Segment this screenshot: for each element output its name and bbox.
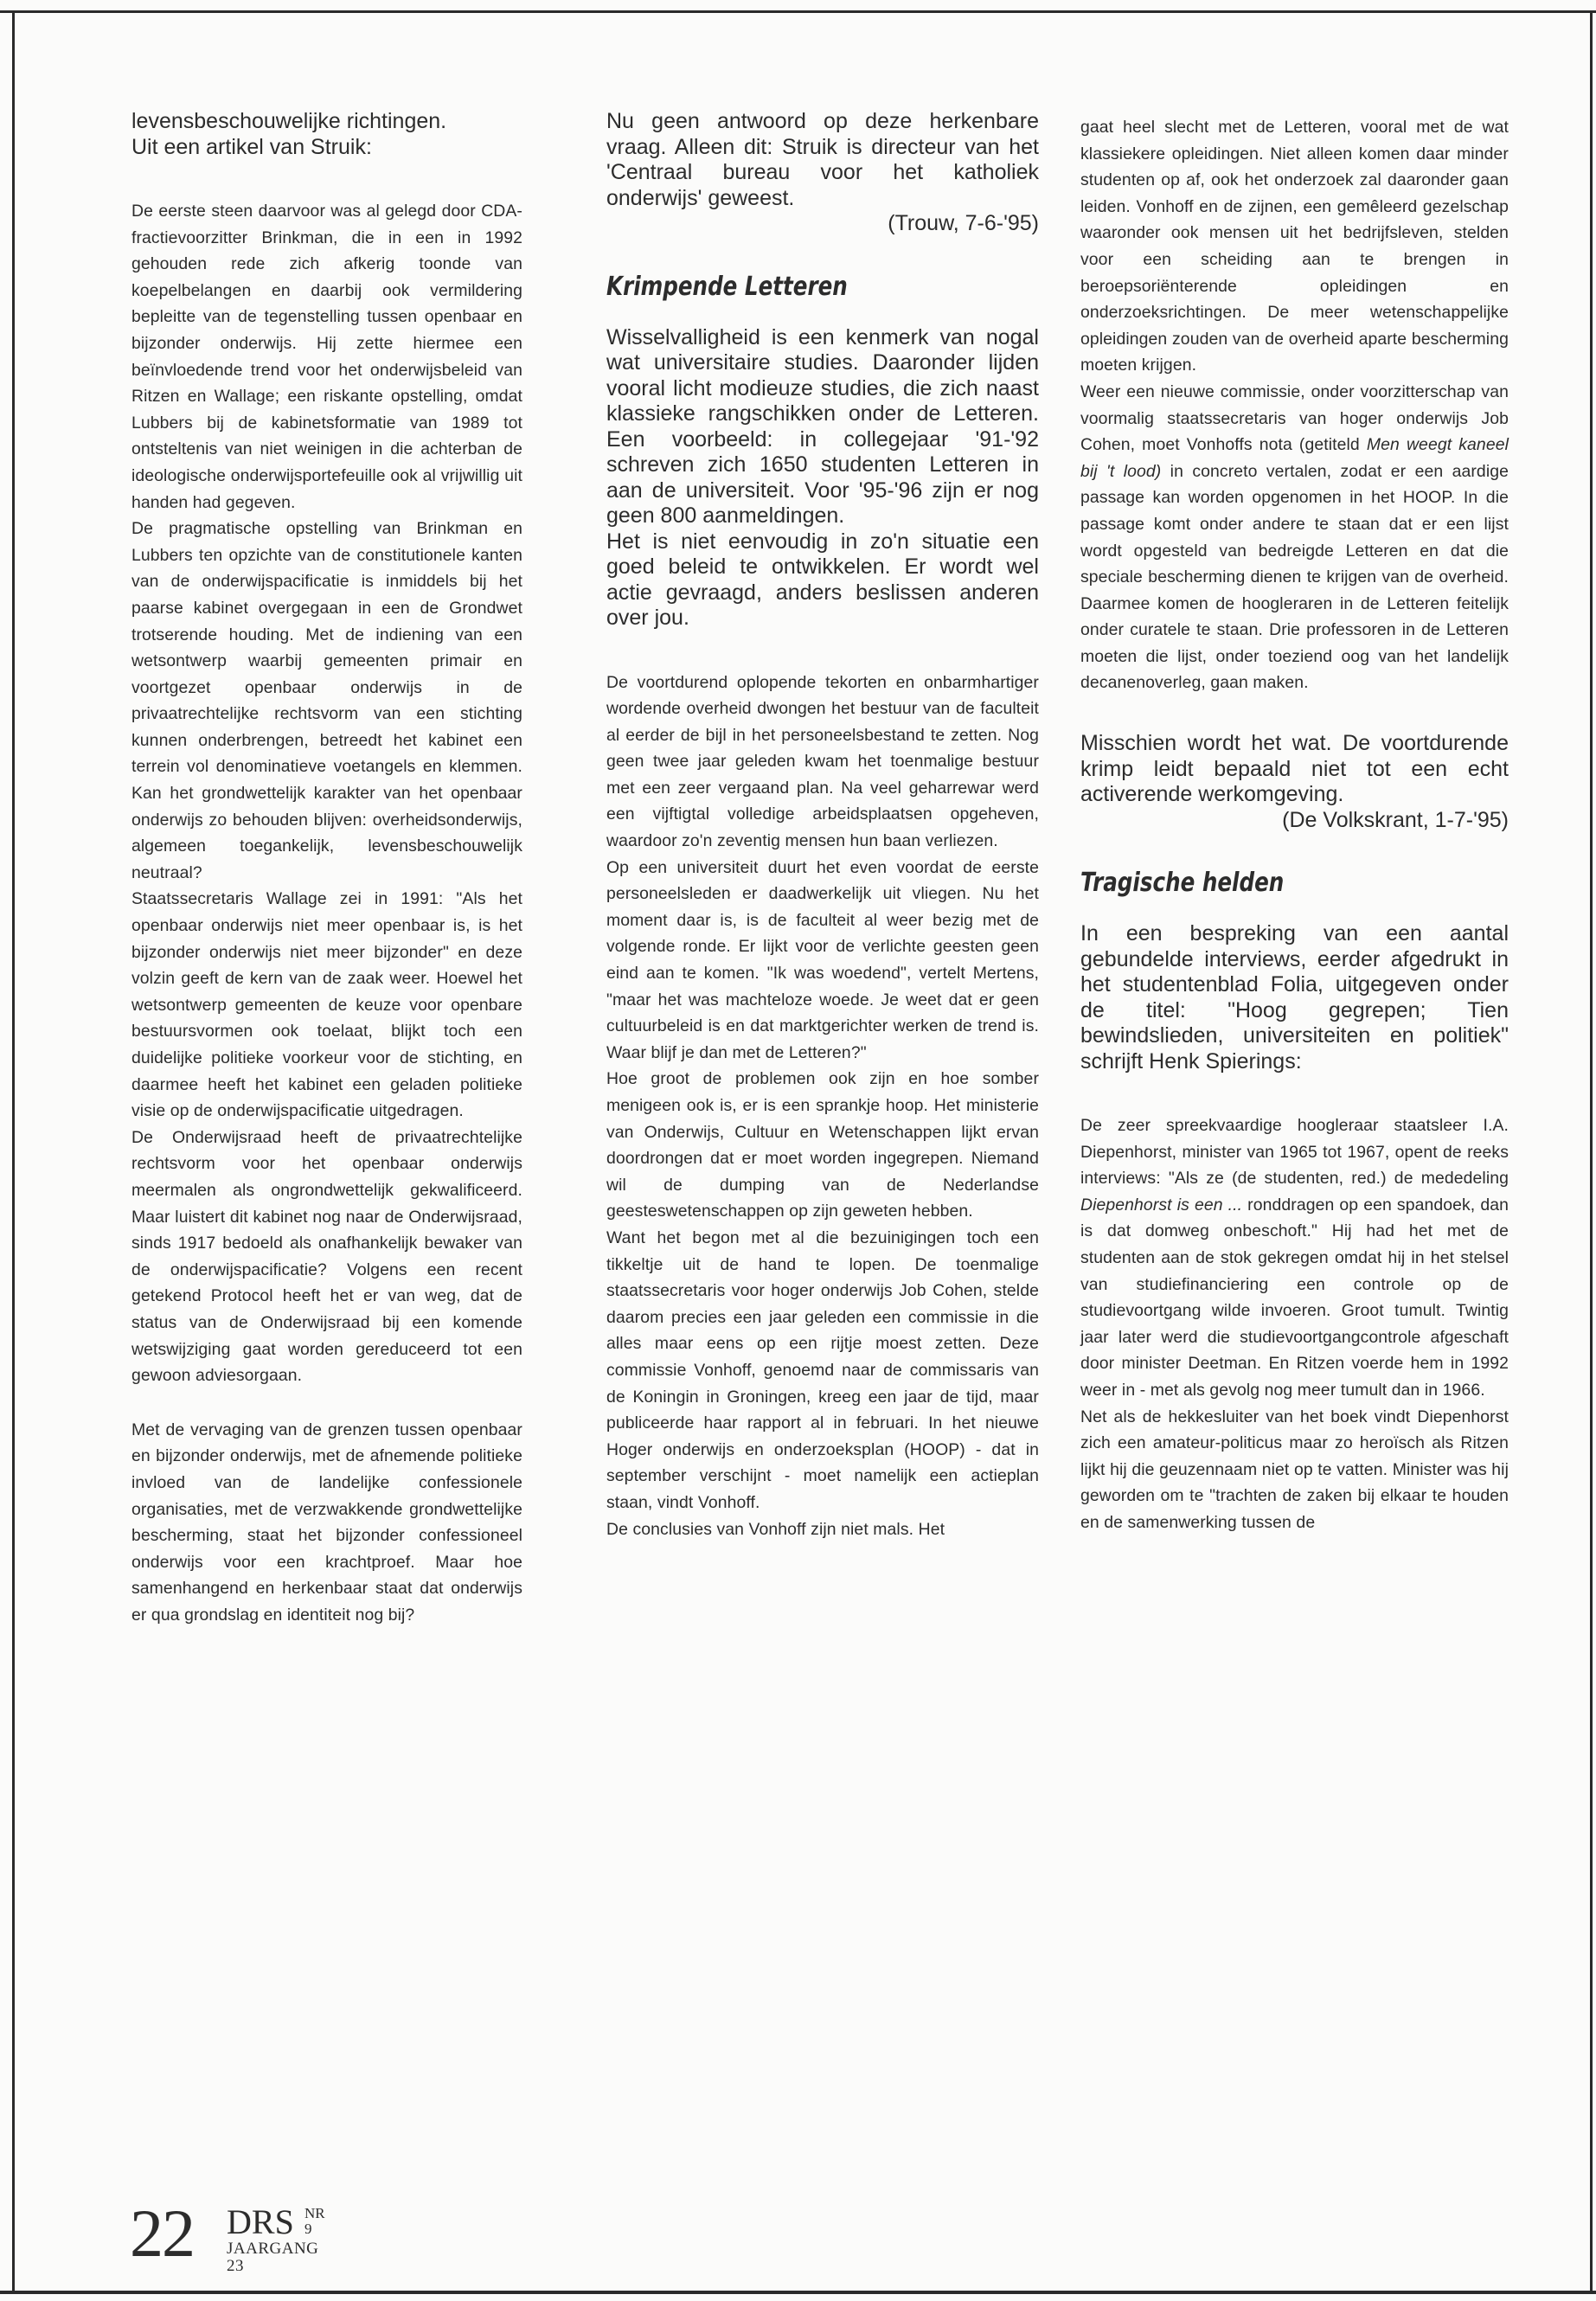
volume-label: JAARGANG 23: [227, 2240, 319, 2275]
lead-text: Misschien wordt het wat. De voortdurende krimp leidt bepaald niet tot een echt activerende werkomgeving.: [1080, 731, 1509, 807]
quote-paragraph: Op een universiteit duurt het even voordat de eerste personeelsleden er daadwerkelijk uit vliegen. Nu het moment daar is, is de faculteit al weer bezig met de volgende ronde. Er lijkt voor de verlichte geesten geen eind aan te komen. "Ik was woedend", vertelt Mertens, "maar het was machteloze woede. Je weet dat er geen cultuurbeleid is en dat marktgerichter werken de trend is. Waar blijf je dan met de Letteren?": [606, 857, 1039, 1062]
page-border-top: [0, 10, 1596, 13]
quote-paragraph: De conclusies van Vonhoff zijn niet mals. Het: [606, 1519, 945, 1539]
quote-paragraph: gaat heel slecht met de Letteren, vooral met de wat klassiekere opleidingen. Niet alleen komen daar minder studenten op af, ook het onderzoek zal daaronder gaan leiden. Vonhoff en de zijnen, een gemêleerd gezelschap waaronder ook mensen uit het bedrijfsleven, stelden voor een scheiding aan te brengen in beroepsoriënterende opleidingen en onderzoeksrichtingen. De meer wetenschappelijke opleidingen zouden van de overheid aparte bescherming moeten krijgen.: [1080, 118, 1509, 375]
column-3: [1080, 114, 1509, 1536]
section-heading: Tragische helden: [1080, 868, 1285, 899]
book-title: Men weegt kaneel bij 't lood): [1080, 435, 1509, 481]
source-citation: (De Volkskrant, 1-7-'95): [1282, 807, 1509, 832]
quote-paragraph: De Onderwijsraad heeft de privaatrechtelijke rechtsvorm voor het openbaar onderwijs meermalen als ongrondwettelijk gekwalificeerd. Maar luistert dit kabinet nog naar de Onderwijsraad, sinds 1917 bedoeld als onafhankelijk bewaker van de onderwijspacificatie? Volgens een recent getekend Protocol heeft het er van weg, dat de status van de Onderwijsraad bij een komende wetswijziging gaat worden gereduceerd tot een gewoon adviesorgaan.: [131, 1127, 522, 1386]
quote-paragraph: [1080, 379, 1509, 696]
issue-number: NR 9: [304, 2205, 325, 2237]
lead-text: Nu geen antwoord op deze herkenbare vraag. Alleen dit: Struik is directeur van het 'Centraal bureau voor het katholiek onderwijs' geweest.: [606, 109, 1039, 210]
column-2: [606, 109, 1039, 1542]
page-border-right: [1590, 10, 1593, 2294]
magazine-name: DRS: [227, 2202, 294, 2241]
text-run: Weer een nieuwe commissie, onder voorzitterschap van voormalig staatssecretaris van hoger onderwijs Job Cohen, moet Vonhoffs nota (getiteld: [1080, 381, 1509, 455]
lead-text: In een bespreking van een aantal gebundelde interviews, eerder afgedrukt in het studentenblad Folia, uitgegeven onder de titel: "Hoog gegrepen; Tien bewindslieden, universiteiten en politiek" schrijft Henk Spierings:: [1080, 921, 1509, 1074]
text-run: De zeer spreekvaardige hoogleraar staatsleer I.A. Diepenhorst, minister van 1965 tot 1967, opent de reeks interviews: "Als ze (de studenten, red.) de mededeling: [1080, 1116, 1509, 1189]
column-1: [131, 109, 522, 1628]
section-heading: Krimpende Letteren: [606, 271, 848, 302]
lead-text: Het is niet eenvoudig in zo'n situatie een goed beleid te ontwikkelen. Er wordt wel actie gevraagd, anders beslissen anderen over jou.: [606, 529, 1039, 630]
lead-text: Wisselvalligheid is een kenmerk van nogal wat universitaire studies. Daaronder lijden vooral licht modieuze studies, die zich naast klassieke rangschikken onder de Letteren. Een voorbeeld: in collegejaar '91-'92 schreven zich 1650 studenten Letteren in aan de universiteit. Voor '95-'96 zijn er nog geen 800 aanmeldingen.: [606, 324, 1039, 528]
page-border-left: [12, 10, 15, 2294]
quoted-phrase: Diepenhorst is een ...: [1080, 1195, 1243, 1215]
quote-paragraph: [1080, 1112, 1509, 1404]
lead-text: levensbeschouwelijke richtingen. Uit een artikel van Struik:: [131, 109, 447, 159]
quote-paragraph: Net als de hekkesluiter van het boek vindt Diepenhorst zich een amateur-politicus maar zo heroïsch als Ritzen lijkt hij die geuzennaam niet op te vatten. Minister was hij geworden om te "trachten de zaken bij elkaar te houden en de samenwerking tussen de: [1080, 1407, 1509, 1532]
quote-paragraph: De pragmatische opstelling van Brinkman en Lubbers ten opzichte van de constitutionele kanten van de onderwijspacificatie is inmiddels bij het paarse kabinet overgegaan in een de Grondwet trotserende houding. Met de indiening van een wetsontwerp waarbij gemeenten primair en voortgezet openbaar onderwijs in de privaatrechtelijke rechtsvorm van een stichting kunnen onderbrengen, betreedt het kabinet een terrein vol denominatieve voetangels en klemmen. Kan het grondwettelijk karakter van het openbaar onderwijs zo behouden blijven: overheidsonderwijs, algemeen toegankelijk, levensbeschouwelijk neutraal?: [131, 519, 522, 882]
quote-paragraph: De voortdurend oplopende tekorten en onbarmhartiger wordende overheid dwongen het bestuur van de faculteit al eerder de bijl in het personeelsbestand te zetten. Nog geen twee jaar geleden kwam het toenmalige bestuur met een zeer vergaand plan. Na veel geharrewar werd een vijftigtal volledige arbeidsplaatsen opgeheven, waardoor zo'n zeventig mensen hun baan verliezen.: [606, 672, 1039, 851]
quote-paragraph: Staatssecretaris Wallage zei in 1991: "Als het openbaar onderwijs niet meer openbaar is, is het bijzonder onderwijs niet meer bijzonder" en deze volzin geeft de kern van de zaak weer. Hoewel het wetsontwerp gemeenten de keuze voor openbare bestuursvormen ook toelaat, blijkt toch een duidelijke politieke voorkeur voor de stichting, en daarmee heeft het kabinet een geladen politieke visie op de onderwijspacificatie uitgedragen.: [131, 889, 522, 1121]
quote-paragraph: Met de vervaging van de grenzen tussen openbaar en bijzonder onderwijs, met de afnemende politieke invloed van de landelijke confessionele organisaties, met de verzwakkende grondwettelijke bescherming, staat het bijzonder confessioneel onderwijs voor een krachtproef. Maar hoe samenhangend en herkenbaar staat dat onderwijs er qua grondslag en identiteit nog bij?: [131, 1420, 522, 1625]
quote-paragraph: Want het begon met al die bezuinigingen toch een tikkeltje uit de hand te lopen. De toenmalige staatssecretaris voor hoger onderwijs Job Cohen, stelde daarom precies een jaar geleden een commissie in die alles maar eens op een rijtje moest zetten. Deze commissie Vonhoff, genoemd naar de commissaris van de Koningin in Groningen, kreeg een jaar de tijd, maar publiceerde haar rapport al in februari. In het nieuwe Hoger onderwijs en onderzoeksplan (HOOP) - dat in september verschijnt - moet namelijk een actieplan staan, vindt Vonhoff.: [606, 1227, 1039, 1512]
source-citation: (Trouw, 7-6-'95): [888, 211, 1039, 235]
text-run: ronddragen op een spandoek, dan is dat domweg onbeschoft." Hij had het met de studenten aan de stok gekregen omdat hij in het stelsel van studiefinanciering een controle op de studievoortgang wilde invoeren. Groot tumult. Twintig jaar later werd die studievoortgangcontrole afgeschaft door minister Deetman. En Ritzen voerde hem in 1992 weer in - met als gevolg nog meer tumult dan in 1966.: [1080, 1195, 1509, 1400]
text-run: in concreto vertalen, zodat er een aardige passage kan worden opgenomen in het HOOP. In die passage komt onder andere te staan dat er een lijst wordt opgesteld van bedreigde Letteren en dat die speciale bescherming dienen te krijgen van de overheid. Daarmee komen de hoogleraren in de Letteren feitelijk onder curatele te staan. Drie professoren in de Letteren moeten die lijst, onder toeziend oog van het landelijk decanenoverleg, gaan maken.: [1080, 461, 1509, 693]
page-border-bottom: [0, 2291, 1596, 2294]
page-number: 22: [130, 2195, 194, 2271]
quote-paragraph: Hoe groot de problemen ook zijn en hoe somber menigeen ook is, er is een sprankje hoop. Het ministerie van Onderwijs, Cultuur en Wetenschappen lijkt ervan doordrongen dat er moet worden ingegrepen. Niemand wil de dumping van de Nederlandse geesteswetenschappen op zijn geweten hebben.: [606, 1069, 1039, 1221]
quote-paragraph: De eerste steen daarvoor was al gelegd door CDA-fractievoorzitter Brinkman, die in een in 1992 gehouden rede zich afkerig toonde van koepelbelangen en daarbij ook vermildering bepleitte van de tegenstelling tussen openbaar en bijzonder onderwijs. Hij zette hiermee een beïnvloedende trend voor het onderwijsbeleid van Ritzen en Wallage; een riskante opstelling, omdat Lubbers bij de kabinetsformatie van 1989 tot ontsteltenis van niet weinigen in die achterban de ideologische onderwijsportefeuille ook al vrijwillig uit handen had gegeven.: [131, 202, 522, 512]
